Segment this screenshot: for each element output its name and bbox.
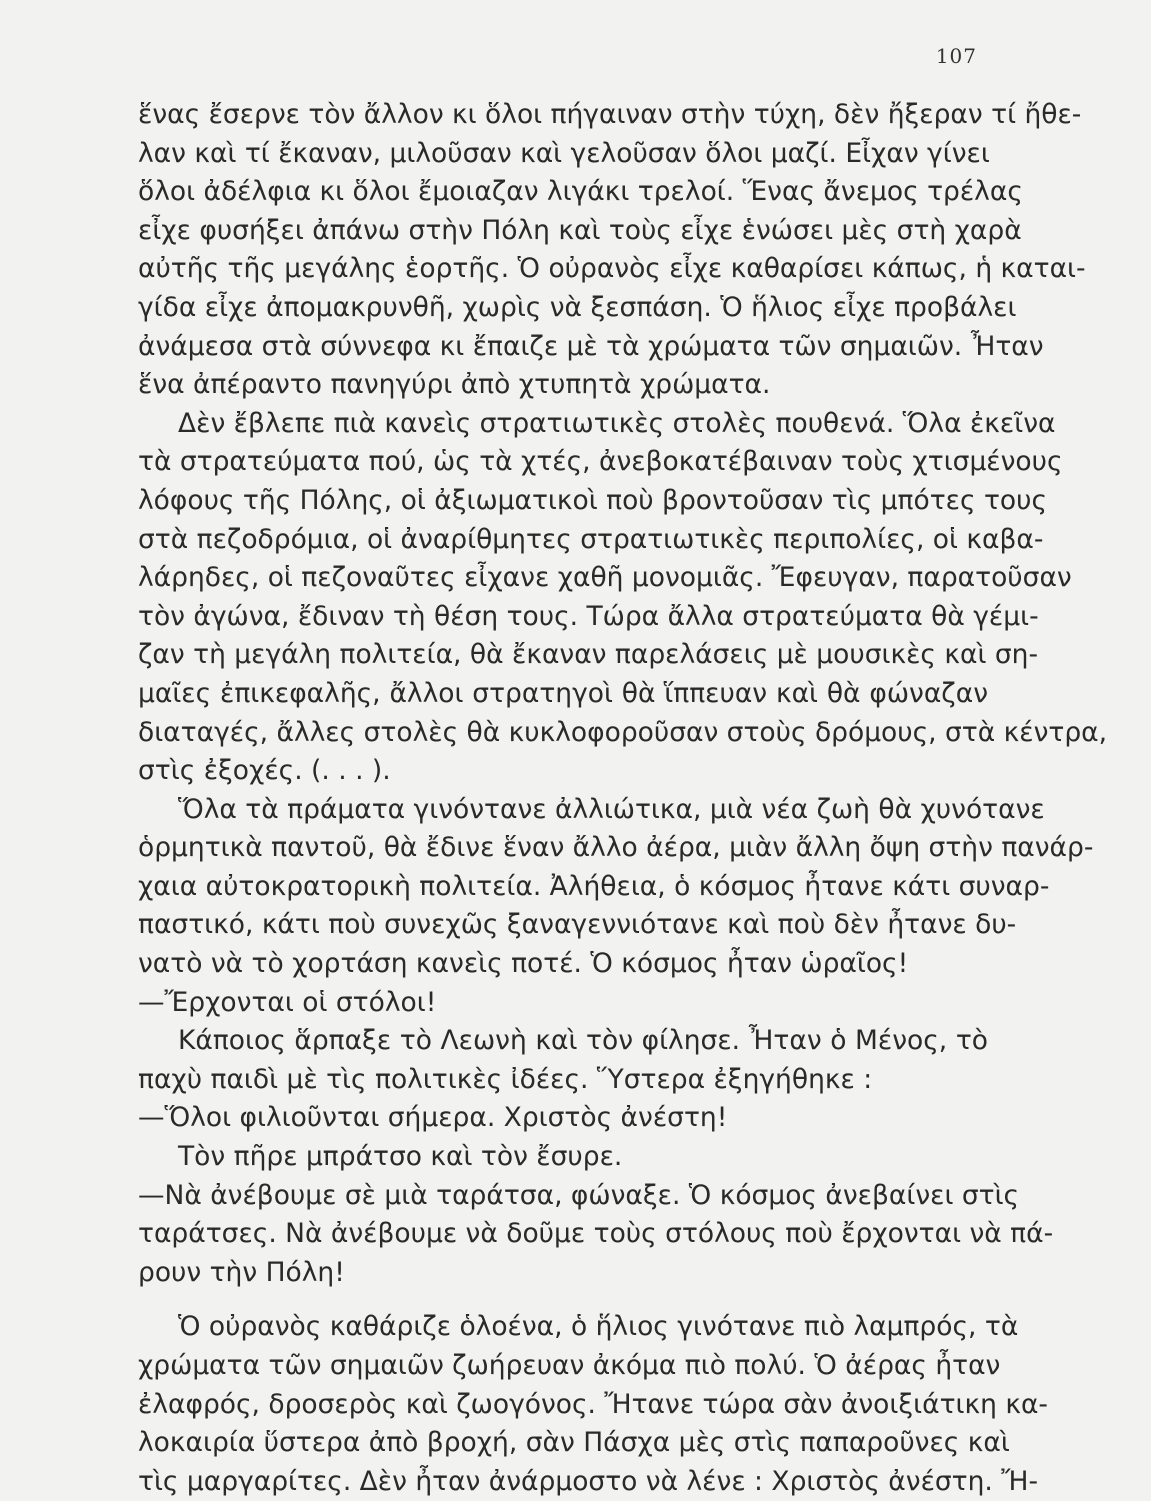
text-line: λοκαιρία ὕστερα ἀπὸ βροχή, σὰν Πάσχα μὲς στὶς παπαροῦνες καὶ [138, 1427, 1010, 1459]
text-line: μαῖες ἐπικεφαλῆς, ἄλλοι στρατηγοὶ θὰ ἵππευαν καὶ θὰ φώναζαν [138, 677, 988, 709]
text-line: —Νὰ ἀνέβουμε σὲ μιὰ ταράτσα, φώναξε. Ὁ κόσμος ἀνεβαίνει στὶς [138, 1179, 1020, 1211]
text-line: ὁρμητικὰ παντοῦ, θὰ ἔδινε ἕναν ἄλλο ἀέρα, μιὰν ἄλλη ὄψη στὴν πανάρ- [138, 832, 1094, 864]
paragraph-gap [138, 1292, 988, 1308]
text-line: ὅλοι ἀδέλφια κι ὅλοι ἔμοιαζαν λιγάκι τρελοί. Ἕνας ἄνεμος τρέλας [138, 176, 1023, 208]
text-line: παχὺ παιδὶ μὲ τὶς πολιτικὲς ἰδέες. Ὕστερα ἐξηγήθηκε : [138, 1063, 873, 1095]
text-line: Ὁ οὐρανὸς καθάριζε ὁλοένα, ὁ ἥλιος γινότανε πιὸ λαμπρός, τὰ [178, 1311, 1019, 1343]
text-line: Τὸν πῆρε μπράτσο καὶ τὸν ἔσυρε. [178, 1141, 623, 1173]
text-line: Δὲν ἔβλεπε πιὰ κανεὶς στρατιωτικὲς στολὲς πουθενά. Ὅλα ἐκεῖνα [178, 407, 1056, 439]
text-line: ἀνάμεσα στὰ σύννεφα κι ἔπαιζε μὲ τὰ χρώματα τῶν σημαιῶν. Ἦταν [138, 330, 1044, 362]
text-line: ἕνας ἔσερνε τὸν ἄλλον κι ὅλοι πήγαιναν στὴν τύχη, δὲν ἤξεραν τί ἤθε- [138, 99, 1082, 130]
text-line: νατὸ νὰ τὸ χορτάση κανεὶς ποτέ. Ὁ κόσμος ἦταν ὡραῖος! [138, 948, 909, 980]
text-line: λάρηδες, οἱ πεζοναῦτες εἶχανε χαθῆ μονομιᾶς. Ἔφευγαν, παρατοῦσαν [138, 562, 1072, 594]
text-line: γίδα εἶχε ἀπομακρυνθῆ, χωρὶς νὰ ξεσπάση. Ὁ ἥλιος εἶχε προβάλει [138, 291, 1017, 323]
text-line: ἕνα ἀπέραντο πανηγύρι ἀπὸ χτυπητὰ χρώματα. [138, 369, 771, 401]
text-line: στὶς ἐξοχές. (. . . ). [138, 755, 391, 787]
text-line: ἐλαφρός, δροσερὸς καὶ ζωογόνος. Ἤτανε τώρα σὰν ἀνοιξιάτικη κα- [138, 1388, 1048, 1420]
body-text [138, 96, 1108, 1501]
text-line: Ὅλα τὰ πράματα γινόντανε ἀλλιώτικα, μιὰ νέα ζωὴ θὰ χυνότανε [178, 793, 1045, 825]
text-line: εἶχε φυσήξει ἀπάνω στὴν Πόλη καὶ τοὺς εἶχε ἑνώσει μὲς στὴ χαρὰ [138, 214, 1022, 246]
text-line: τὶς μαργαρίτες. Δὲν ἦταν ἀνάρμοστο νὰ λένε : Χριστὸς ἀνέστη. Ἤ- [138, 1465, 1039, 1497]
text-line: χρώματα τῶν σημαιῶν ζωήρευαν ἀκόμα πιὸ πολύ. Ὁ ἀέρας ἦταν [138, 1350, 1001, 1381]
page-number: 107 [935, 44, 977, 68]
text-line: τὸν ἀγώνα, ἔδιναν τὴ θέση τους. Τώρα ἄλλα στρατεύματα θὰ γέμι- [138, 600, 1039, 632]
text-line: ταράτσες. Νὰ ἀνέβουμε νὰ δοῦμε τοὺς στόλους ποὺ ἔρχονται νὰ πά- [138, 1218, 1054, 1250]
text-line: Κάποιος ἅρπαξε τὸ Λεωνὴ καὶ τὸν φίλησε. Ἦταν ὁ Μένος, τὸ [178, 1025, 988, 1057]
text-line: ζαν τὴ μεγάλη πολιτεία, θὰ ἔκαναν παρελάσεις μὲ μουσικὲς καὶ ση- [138, 639, 1039, 671]
text-line: χαια αὐτοκρατορικὴ πολιτεία. Ἀλήθεια, ὁ κόσμος ἦτανε κάτι συναρ- [138, 870, 1050, 902]
text-line: τὰ στρατεύματα πού, ὡς τὰ χτές, ἀνεβοκατέβαιναν τοὺς χτισμένους [138, 446, 1063, 478]
text-line: λόφους τῆς Πόλης, οἱ ἀξιωματικοὶ ποὺ βροντοῦσαν τὶς μπότες τους [138, 484, 1048, 516]
text-line: ρουν τὴν Πόλη! [138, 1256, 345, 1288]
text-line: λαν καὶ τί ἔκαναν, μιλοῦσαν καὶ γελοῦσαν ὅλοι μαζί. Εἶχαν γίνει [138, 137, 990, 169]
text-line: αὐτῆς τῆς μεγάλης ἑορτῆς. Ὁ οὐρανὸς εἶχε καθαρίσει κάπως, ἡ καται- [138, 253, 1086, 285]
text-line: παστικό, κάτι ποὺ συνεχῶς ξαναγεννιότανε καὶ ποὺ δὲν ἦτανε δυ- [138, 909, 1017, 941]
text-line: διαταγές, ἄλλες στολὲς θὰ κυκλοφοροῦσαν στοὺς δρόμους, στὰ κέντρα, [138, 716, 1108, 748]
text-line: —Ἔρχονται οἱ στόλοι! [138, 986, 437, 1018]
text-line: στὰ πεζοδρόμια, οἱ ἀναρίθμητες στρατιωτικὲς περιπολίες, οἱ καβα- [138, 523, 1044, 555]
text-line: —Ὅλοι φιλιοῦνται σήμερα. Χριστὸς ἀνέστη! [138, 1102, 728, 1134]
